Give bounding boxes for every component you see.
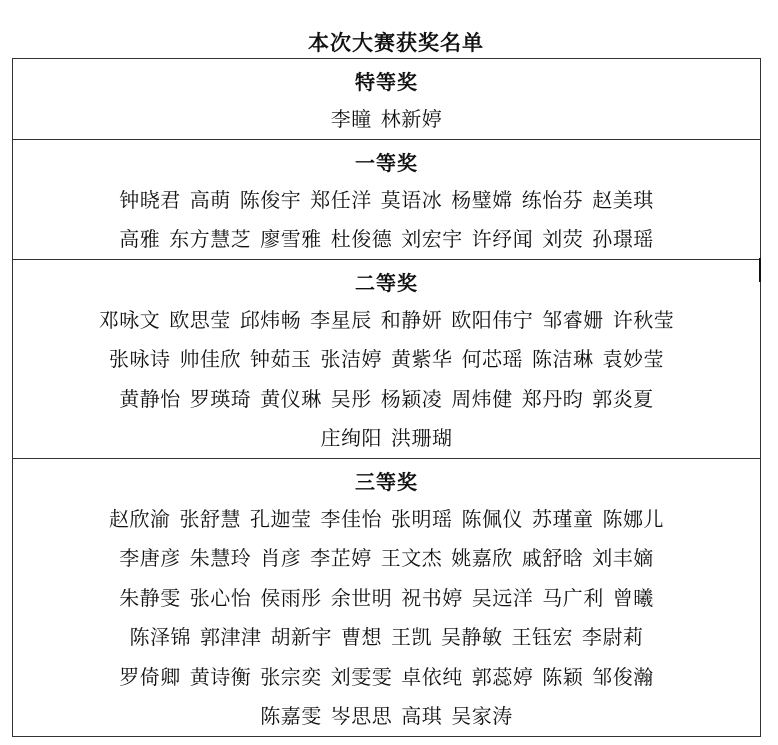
award-table bbox=[12, 58, 761, 737]
winner-name: 刘雯雯 bbox=[330, 664, 393, 689]
winner-name: 钟茹玉 bbox=[250, 347, 312, 371]
winner-name: 黄诗衡 bbox=[189, 664, 252, 689]
winner-name: 杨颖凌 bbox=[380, 386, 443, 411]
winner-name: 黄静怡 bbox=[119, 386, 181, 411]
name-row bbox=[13, 379, 760, 419]
winner-name: 黄紫华 bbox=[391, 347, 453, 371]
winner-name: 张心怡 bbox=[189, 585, 252, 610]
winner-name: 林新婷 bbox=[380, 107, 443, 131]
winner-name: 戚舒晗 bbox=[521, 546, 584, 570]
name-row bbox=[13, 219, 760, 259]
winner-name: 孔迦莹 bbox=[250, 506, 312, 531]
winner-name: 陈泽锦 bbox=[129, 625, 191, 649]
winner-name: 欧阳伟宁 bbox=[451, 307, 534, 332]
page-title: 本次大赛获奖名单 bbox=[308, 30, 484, 55]
winner-name: 莫语冰 bbox=[380, 187, 443, 212]
name-row bbox=[13, 418, 760, 458]
winner-name: 黄仪琳 bbox=[260, 386, 322, 411]
winner-name: 刘荧 bbox=[542, 227, 584, 251]
winner-name: 李瞳 bbox=[330, 107, 372, 131]
winner-name: 余世明 bbox=[330, 585, 393, 610]
winner-name: 罗瑛琦 bbox=[189, 386, 252, 411]
winner-name: 张舒慧 bbox=[179, 506, 241, 531]
name-row bbox=[13, 339, 760, 379]
winner-name: 练怡芬 bbox=[521, 187, 584, 212]
winner-name: 赵欣渝 bbox=[109, 506, 171, 531]
winner-name: 郭蕊婷 bbox=[471, 664, 534, 689]
winner-name: 王钰宏 bbox=[511, 625, 573, 649]
winner-name: 朱慧玲 bbox=[189, 546, 252, 570]
name-row bbox=[13, 180, 760, 220]
winner-name: 许秋莹 bbox=[612, 307, 675, 332]
name-row bbox=[13, 578, 760, 618]
winner-name: 陈洁琳 bbox=[532, 347, 594, 371]
winner-name: 杨璧嫦 bbox=[451, 187, 513, 212]
winner-name: 陈俊宇 bbox=[239, 187, 302, 212]
winner-name: 王凯 bbox=[391, 625, 432, 649]
winner-name: 高琪 bbox=[401, 704, 443, 728]
award-section-2 bbox=[13, 139, 760, 259]
winner-name: 吴远洋 bbox=[471, 585, 534, 610]
winner-name: 张宗奕 bbox=[260, 664, 322, 689]
section-heading: 特等奖 bbox=[355, 70, 418, 94]
winner-name: 李星辰 bbox=[310, 307, 372, 332]
winner-name: 杜俊德 bbox=[330, 227, 393, 251]
winner-name: 郭津津 bbox=[200, 625, 262, 649]
winner-name: 和静妍 bbox=[380, 307, 443, 332]
edge-mark bbox=[759, 258, 761, 282]
winner-name: 欧思莹 bbox=[169, 307, 231, 332]
award-section-1 bbox=[13, 59, 760, 139]
winner-name: 东方慧芝 bbox=[169, 227, 252, 251]
winner-name: 赵美琪 bbox=[592, 187, 654, 212]
winner-name: 卓依纯 bbox=[401, 664, 463, 689]
winner-name: 陈娜儿 bbox=[602, 506, 664, 531]
winner-name: 李尉莉 bbox=[582, 625, 644, 649]
winner-name: 廖雪雅 bbox=[260, 227, 322, 251]
winner-name: 邹睿姗 bbox=[542, 307, 604, 332]
winner-name: 郑任洋 bbox=[310, 187, 372, 212]
name-row bbox=[13, 538, 760, 578]
name-row bbox=[13, 300, 760, 340]
section-heading: 三等奖 bbox=[355, 469, 418, 494]
winner-name: 曹想 bbox=[341, 625, 382, 649]
winner-name: 何芯瑶 bbox=[461, 347, 523, 371]
winner-name: 姚嘉欣 bbox=[451, 546, 513, 570]
name-row bbox=[13, 99, 760, 139]
winner-name: 吴静敏 bbox=[441, 625, 503, 649]
section-heading: 二等奖 bbox=[355, 270, 418, 295]
winner-name: 李佳怡 bbox=[320, 506, 382, 531]
winner-name: 张洁婷 bbox=[320, 347, 382, 371]
winner-name: 钟晓君 bbox=[119, 187, 181, 212]
winner-name: 朱静雯 bbox=[119, 585, 181, 610]
winner-name: 庄绚阳 bbox=[320, 426, 382, 450]
winner-name: 岑思思 bbox=[330, 704, 393, 728]
winner-name: 侯雨彤 bbox=[260, 585, 322, 610]
winner-name: 邓咏文 bbox=[98, 307, 161, 332]
winner-name: 陈嘉雯 bbox=[260, 704, 322, 728]
winner-name: 肖彦 bbox=[260, 546, 302, 570]
winner-name: 李唐彦 bbox=[119, 546, 181, 570]
winner-name: 吴家涛 bbox=[451, 704, 513, 728]
winner-name: 马广利 bbox=[542, 585, 604, 610]
section-heading: 一等奖 bbox=[355, 150, 418, 175]
winner-name: 刘丰嫡 bbox=[592, 546, 654, 570]
winner-name: 祝书婷 bbox=[401, 585, 463, 610]
winner-name: 洪珊瑚 bbox=[391, 426, 453, 450]
winner-name: 周炜健 bbox=[451, 386, 513, 411]
winner-name: 许纾闻 bbox=[471, 227, 534, 251]
winner-name: 陈颖 bbox=[542, 664, 584, 689]
name-row bbox=[13, 617, 760, 657]
winner-name: 李芷婷 bbox=[310, 546, 372, 570]
winner-name: 胡新宇 bbox=[270, 625, 332, 649]
award-section-3 bbox=[13, 259, 760, 458]
winner-name: 吴彤 bbox=[330, 386, 372, 411]
winner-name: 曾曦 bbox=[612, 585, 654, 610]
winner-name: 罗倚卿 bbox=[119, 664, 181, 689]
winner-name: 邹俊瀚 bbox=[592, 664, 654, 689]
winner-name: 郭炎夏 bbox=[592, 386, 654, 411]
winner-name: 帅佳欣 bbox=[179, 347, 241, 371]
winner-name: 袁妙莹 bbox=[602, 347, 664, 371]
winner-name: 孙璟瑶 bbox=[592, 227, 654, 251]
winner-name: 张咏诗 bbox=[109, 347, 171, 371]
winner-name: 陈佩仪 bbox=[461, 506, 523, 531]
winner-name: 刘宏宇 bbox=[401, 227, 463, 251]
winner-name: 郑丹昀 bbox=[521, 386, 584, 411]
award-section-4 bbox=[13, 458, 760, 736]
winner-name: 高萌 bbox=[189, 187, 231, 212]
name-row bbox=[13, 499, 760, 539]
winner-name: 王文杰 bbox=[380, 546, 443, 570]
name-row bbox=[13, 696, 760, 736]
winner-name: 邱炜畅 bbox=[239, 307, 302, 332]
winner-name: 高雅 bbox=[119, 227, 161, 251]
name-row bbox=[13, 657, 760, 697]
winner-name: 苏瑾童 bbox=[532, 506, 594, 531]
winner-name: 张明瑶 bbox=[391, 506, 453, 531]
